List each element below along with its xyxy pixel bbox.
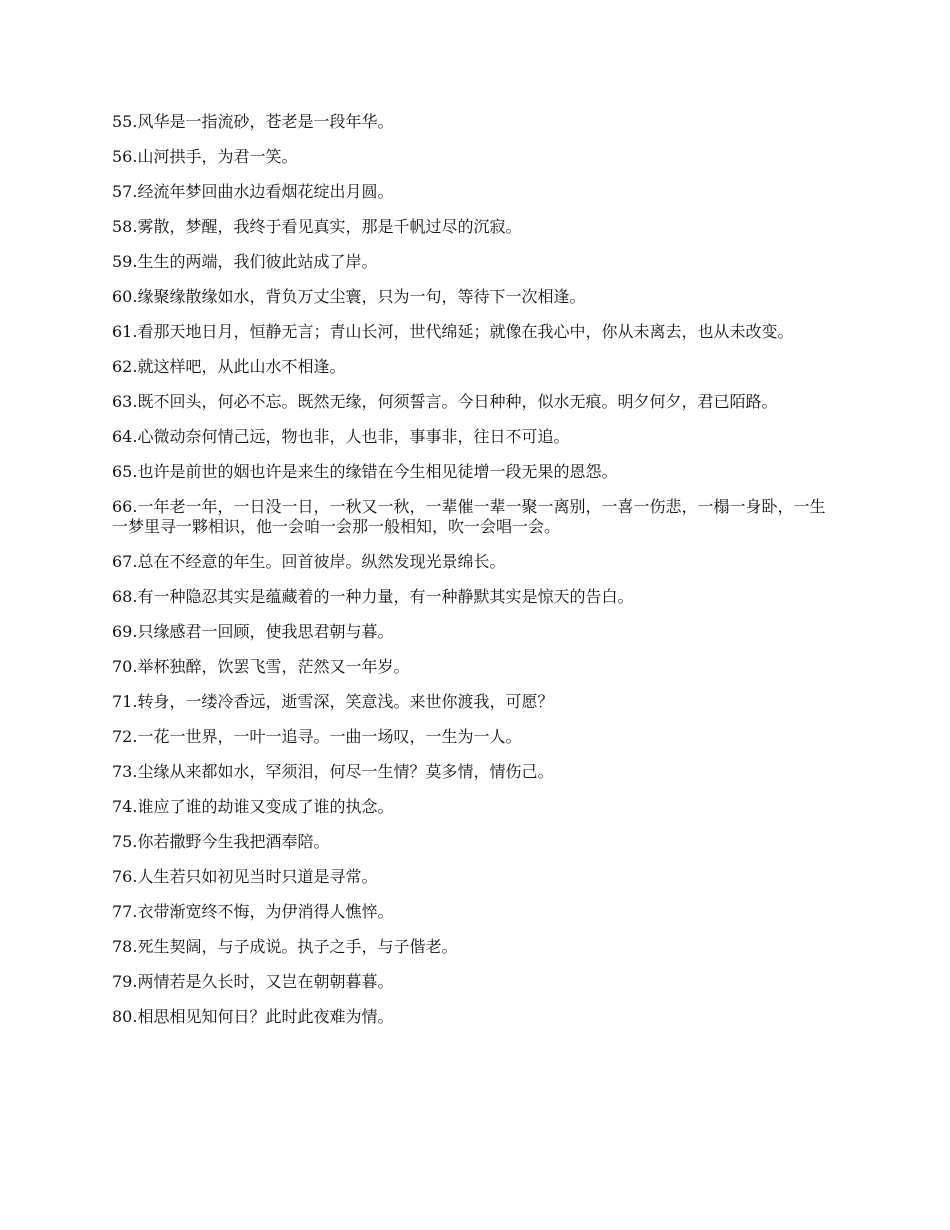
list-item: 55.风华是一指流砂，苍老是一段年华。 <box>112 112 394 131</box>
list-item: 77.衣带渐宽终不悔，为伊消得人憔悴。 <box>112 902 394 921</box>
list-item: 70.举杯独醉，饮罢飞雪，茫然又一年岁。 <box>112 657 410 676</box>
list-item: 71.转身，一缕冷香远，逝雪深，笑意浅。来世你渡我，可愿？ <box>112 692 554 711</box>
list-item: 74.谁应了谁的劫谁又变成了谁的执念。 <box>112 797 394 816</box>
list-item: 73.尘缘从来都如水，罕须泪，何尽一生情？莫多情，情伤己。 <box>112 762 554 781</box>
list-item: 68.有一种隐忍其实是蕴藏着的一种力量，有一种静默其实是惊天的告白。 <box>112 587 634 606</box>
quote-list <box>112 112 832 1042</box>
list-item: 57.经流年梦回曲水边看烟花绽出月圆。 <box>112 182 394 201</box>
list-item: 67.总在不经意的年生。回首彼岸。纵然发现光景绵长。 <box>112 552 506 571</box>
list-item: 75.你若撒野今生我把酒奉陪。 <box>112 832 330 851</box>
list-item: 63.既不回头，何必不忘。既然无缘，何须誓言。今日种种，似水无痕。明夕何夕，君已陌路。 <box>112 392 778 411</box>
list-item: 80.相思相见知何日？此时此夜难为情。 <box>112 1007 394 1026</box>
list-item: 58.雾散，梦醒，我终于看见真实，那是千帆过尽的沉寂。 <box>112 217 522 236</box>
list-item: 64.心微动奈何情己远，物也非，人也非，事事非，往日不可追。 <box>112 427 570 446</box>
list-item: 65.也许是前世的姻也许是来生的缘错在今生相见徒增一段无果的恩怨。 <box>112 462 618 481</box>
list-item: 61.看那天地日月，恒静无言；青山长河，世代绵延；就像在我心中，你从未离去，也从未改变。 <box>112 322 794 341</box>
list-item: 60.缘聚缘散缘如水，背负万丈尘寰，只为一句，等待下一次相逢。 <box>112 287 586 306</box>
list-item: 76.人生若只如初见当时只道是寻常。 <box>112 867 378 886</box>
list-item: 59.生生的两端，我们彼此站成了岸。 <box>112 252 378 271</box>
list-item: 66.一年老一年，一日没一日，一秋又一秋，一辈催一辈一聚一离别，一喜一伤悲，一榻一身卧，一生一梦里寻一夥相识，他一会咱一会那一般相知，吹一会唱一会。 <box>112 497 826 536</box>
list-item: 62.就这样吧，从此山水不相逢。 <box>112 357 346 376</box>
list-item: 79.两情若是久长时，又岂在朝朝暮暮。 <box>112 972 394 991</box>
list-item: 78.死生契阔，与子成说。执子之手，与子偕老。 <box>112 937 458 956</box>
list-item: 69.只缘感君一回顾，使我思君朝与暮。 <box>112 622 394 641</box>
list-item: 72.一花一世界，一叶一追寻。一曲一场叹，一生为一人。 <box>112 727 522 746</box>
list-item: 56.山河拱手，为君一笑。 <box>112 147 298 166</box>
